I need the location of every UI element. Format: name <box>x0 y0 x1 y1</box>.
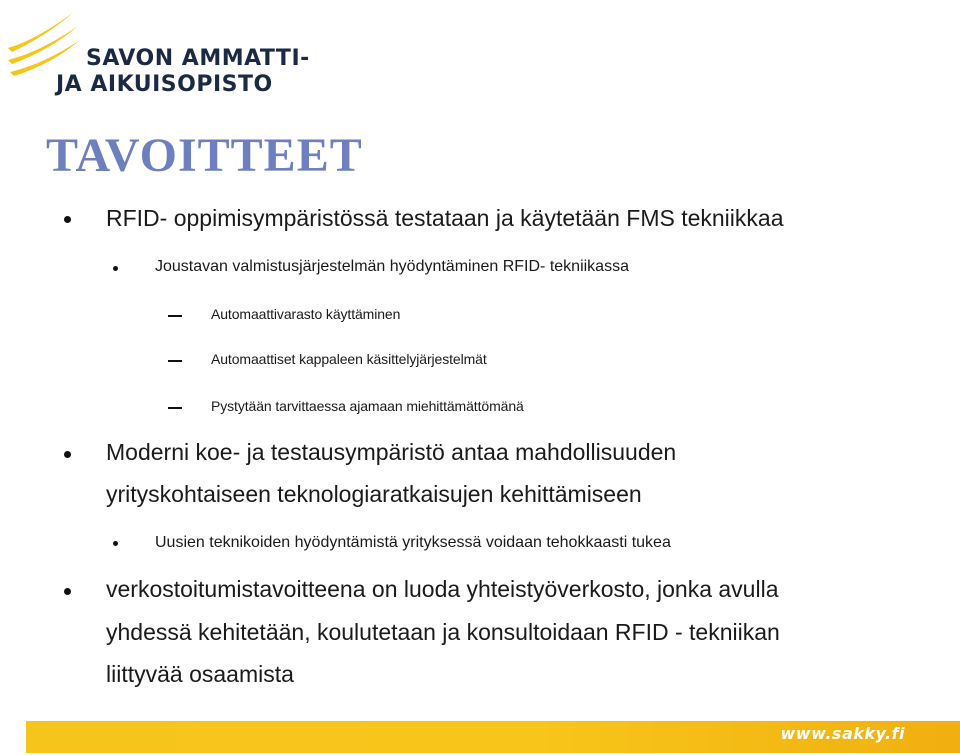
list-item-continuation: liittyvää osaamista <box>106 661 294 687</box>
list-item: Pystytään tarvittaessa ajamaan miehittämättömänä <box>211 398 524 414</box>
dash-icon <box>168 315 182 317</box>
logo-text-line1: SAVON AMMATTI- <box>86 46 310 71</box>
list-item: Automaattiset kappaleen käsittelyjärjestelmät <box>211 351 487 367</box>
list-item-continuation: yhdessä kehitetään, koulutetaan ja konsultoidaan RFID - tekniikan <box>106 619 780 645</box>
dash-icon <box>168 360 182 362</box>
list-item: Moderni koe- ja testausympäristö antaa mahdollisuuden <box>106 439 677 465</box>
logo <box>6 8 310 98</box>
list-item: Automaattivarasto käyttäminen <box>211 306 401 322</box>
bullet-icon <box>64 451 71 458</box>
list-item: Uusien teknikoiden hyödyntämistä yrityksessä voidaan tehokkaasti tukea <box>155 534 671 551</box>
page-title: TAVOITTEET <box>46 129 363 182</box>
list-item: Joustavan valmistusjärjestelmän hyödyntäminen RFID- tekniikassa <box>155 258 629 275</box>
bullet-icon <box>113 266 118 271</box>
footer-url[interactable]: www.sakky.fi <box>780 724 905 743</box>
list-item: verkostoitumistavoitteena on luoda yhteistyöverkosto, jonka avulla <box>106 576 779 602</box>
bullet-icon <box>64 588 71 595</box>
bullet-icon <box>64 216 71 223</box>
dash-icon <box>168 407 182 409</box>
list-item-continuation: yrityskohtaiseen teknologiaratkaisujen kehittämiseen <box>106 481 642 507</box>
bullet-icon <box>113 541 118 546</box>
logo-text-line2: JA AIKUISOPISTO <box>56 72 273 97</box>
list-item: RFID- oppimisympäristössä testataan ja käytetään FMS tekniikkaa <box>106 205 784 231</box>
